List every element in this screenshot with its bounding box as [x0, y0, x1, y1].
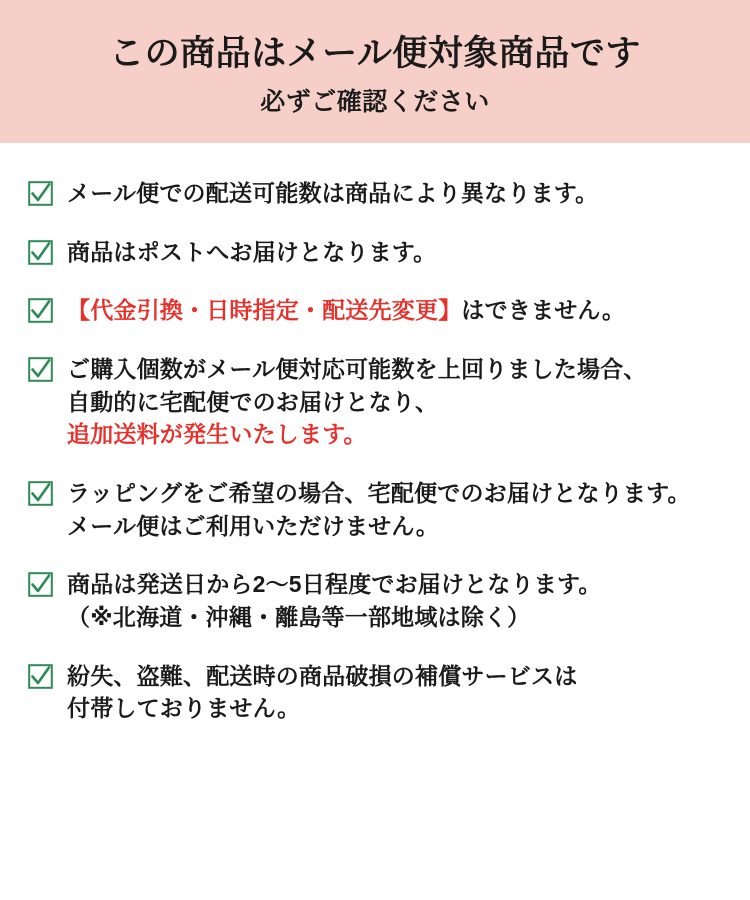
- list-item-text: [67, 660, 726, 725]
- check-icon: [28, 572, 53, 597]
- page-subtitle: 必ずご確認ください: [260, 88, 490, 117]
- list-item-line: ラッピングをご希望の場合、宅配便でのお届けとなります。: [67, 479, 691, 506]
- check-icon: [28, 240, 53, 265]
- list-item-text: [67, 353, 726, 451]
- list-item: [28, 294, 726, 327]
- list-item: [28, 236, 726, 269]
- list-item-text: [67, 294, 726, 327]
- list-item-line: 商品は発送日から2〜5日程度でお届けとなります。: [67, 571, 602, 598]
- page-title: この商品はメール便対象商品です: [109, 34, 641, 73]
- list-item: [28, 568, 726, 633]
- list-item-line: 追加送料が発生いたします。: [67, 421, 367, 448]
- list-item: [28, 177, 726, 210]
- highlight-segment: 【代金引換・日時指定・配送先変更】: [67, 297, 462, 324]
- check-icon: [28, 664, 53, 689]
- list-item-text: [67, 568, 726, 633]
- list-item-line: （※北海道・沖縄・離島等一部地域は除く）: [67, 603, 531, 630]
- list-item-line: ご購入個数がメール便対応可能数を上回りました場合、: [67, 355, 647, 382]
- check-icon: [28, 298, 53, 323]
- list-item-line: 自動的に宅配便でのお届けとなり、: [67, 388, 439, 415]
- check-icon: [28, 481, 53, 506]
- list-item-text: [67, 177, 726, 210]
- check-icon: [28, 181, 53, 206]
- list-item-line: 紛失、盗難、配送時の商品破損の補償サービスは: [67, 662, 578, 689]
- list-item-line: メール便はご利用いただけません。: [67, 512, 440, 539]
- list-item: [28, 660, 726, 725]
- check-icon: [28, 357, 53, 382]
- list-item-text: [67, 477, 726, 542]
- list-item-line: メール便での配送可能数は商品により異なります。: [67, 180, 599, 206]
- list-item-line: 商品はポストへお届けとなります。: [67, 238, 437, 265]
- plain-segment: はできません。: [461, 297, 626, 324]
- list-item-text: [67, 236, 726, 269]
- list-item-line: [67, 294, 726, 327]
- notice-list: [0, 143, 750, 725]
- list-item: [28, 353, 726, 451]
- list-item: [28, 477, 726, 542]
- list-item-line: 付帯しておりません。: [67, 695, 301, 722]
- notice-banner: [0, 0, 750, 143]
